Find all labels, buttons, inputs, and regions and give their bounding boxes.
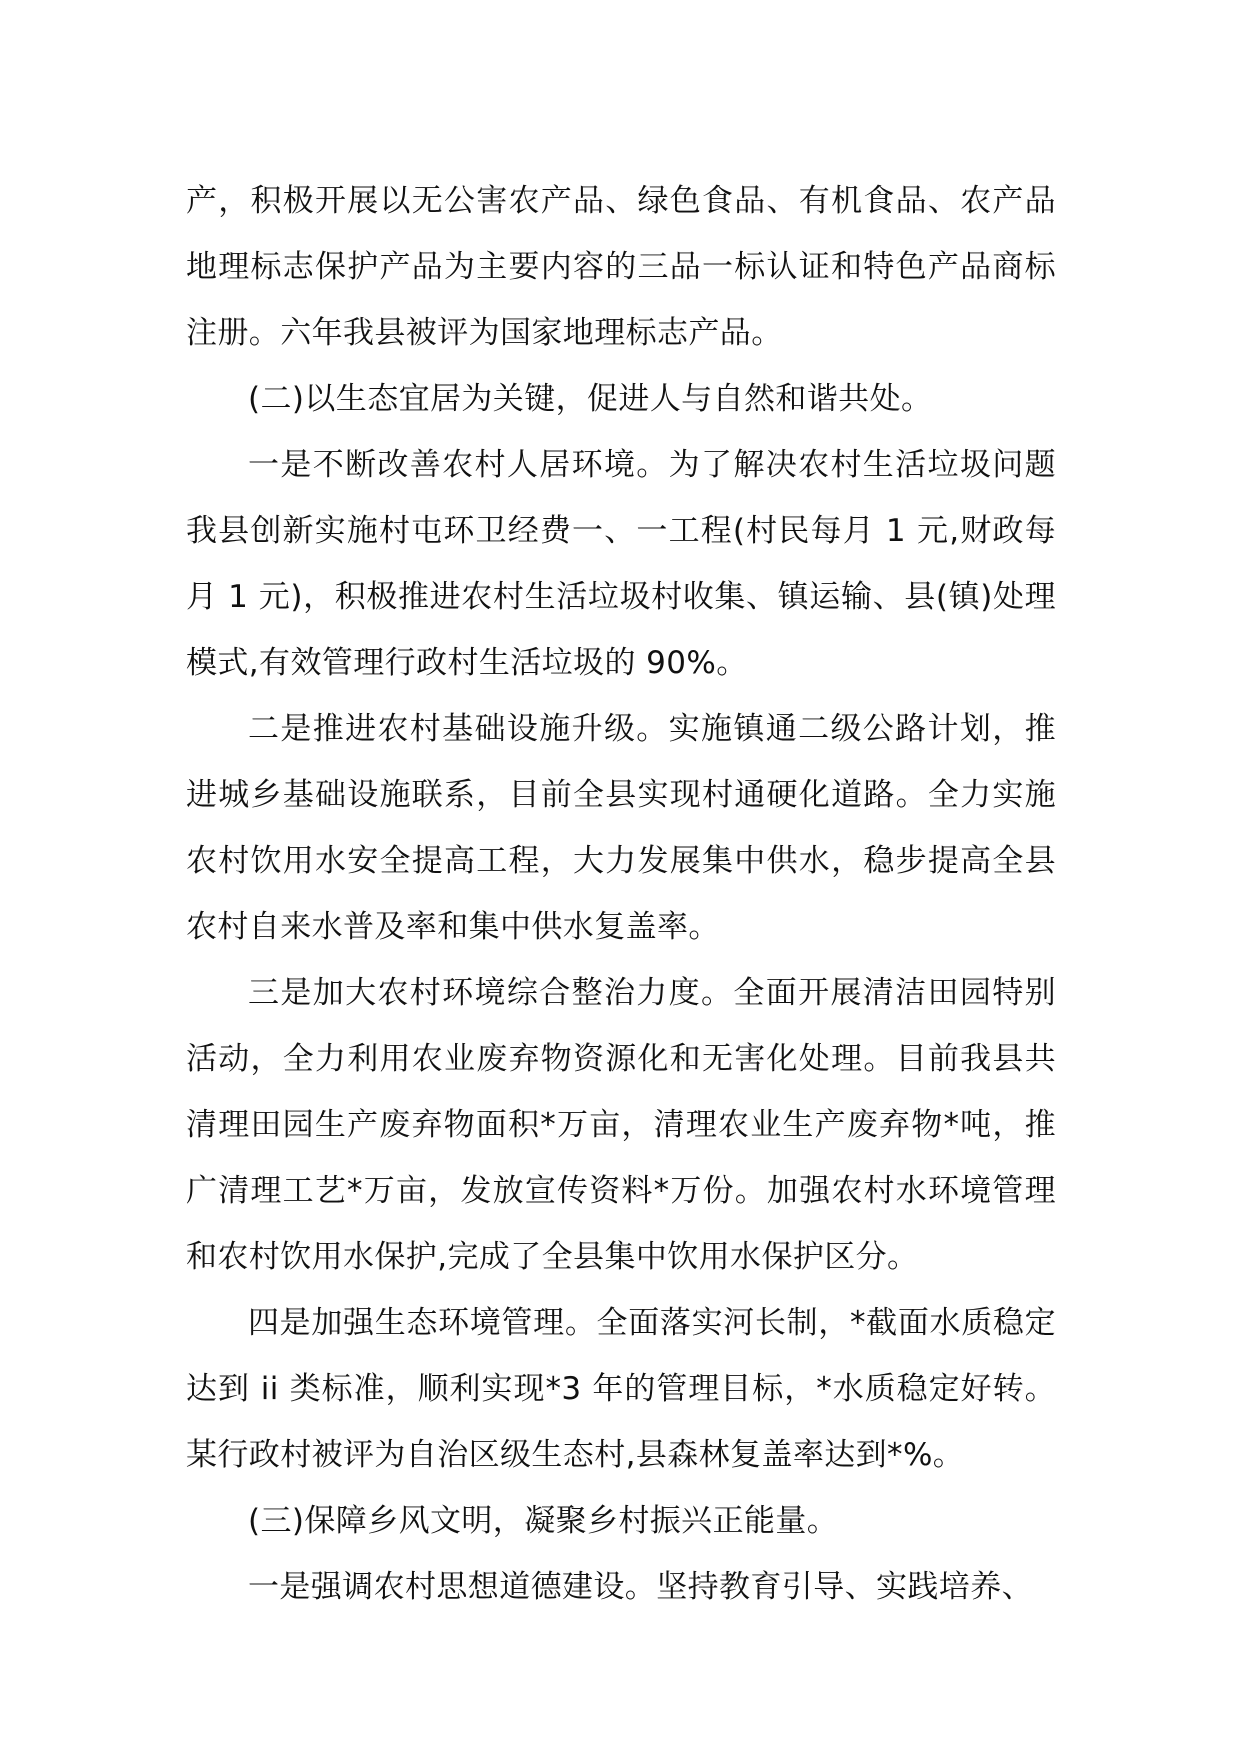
paragraph-continuation: 产，积极开展以无公害农产品、绿色食品、有机食品、农产品地理标志保护产品为主要内容的三品一标认证和特色产品商标注册。六年我县被评为国家地理标志产品。: [186, 183, 1056, 351]
section-heading-three: (三)保障乡风文明，凝聚乡村振兴正能量。: [248, 1503, 839, 1539]
paragraph-ecological-management: 四是加强生态环境管理。全面落实河长制，*截面水质稳定达到 ii 类标准，顺利实现*3 年的管理目标，*水质稳定好转。某行政村被评为自治区级生态村,县森林复盖率达到*%。: [186, 1305, 1056, 1473]
section-heading-two: (二)以生态宜居为关键，促进人与自然和谐共处。: [248, 381, 933, 417]
paragraph-living-environment: 一是不断改善农村人居环境。为了解决农村生活垃圾问题我县创新实施村屯环卫经费一、一工程(村民每月 1 元,财政每月 1 元)，积极推进农村生活垃圾村收集、镇运输、县(镇)处理模式,有效管理行政村生活垃圾的 90%。: [186, 447, 1056, 681]
paragraph-infrastructure: 二是推进农村基础设施升级。实施镇通二级公路计划，推进城乡基础设施联系，目前全县实现村通硬化道路。全力实施农村饮用水安全提高工程，大力发展集中供水，稳步提高全县农村自来水普及率和集中供水复盖率。: [186, 711, 1056, 945]
document-body: [186, 168, 1056, 1620]
paragraph-environment-rectification: 三是加大农村环境综合整治力度。全面开展清洁田园特别活动，全力利用农业废弃物资源化和无害化处理。目前我县共清理田园生产废弃物面积*万亩，清理农业生产废弃物*吨，推广清理工艺*万亩，发放宣传资料*万份。加强农村水环境管理和农村饮用水保护,完成了全县集中饮用水保护区分。: [186, 975, 1056, 1275]
paragraph-moral-construction: 一是强调农村思想道德建设。坚持教育引导、实践培养、: [248, 1569, 1033, 1605]
